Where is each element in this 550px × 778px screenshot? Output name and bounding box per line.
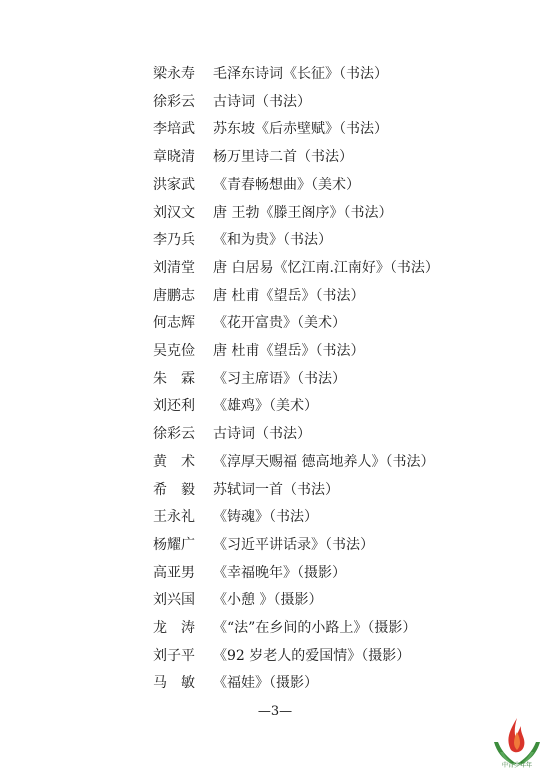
- entry-work: 杨万里诗二首（书法）: [213, 149, 353, 166]
- entry-work: 唐 杜甫《望岳》（书法）: [213, 343, 365, 359]
- entry-work: 《雄鸡》（美术）: [213, 398, 318, 415]
- entry-work: 《淳厚天赐福 德高地养人》（书法）: [213, 453, 435, 470]
- entry-work: 唐 白居易《忆江南.江南好》（书法）: [213, 259, 439, 276]
- entry-name: 梁永寿: [153, 66, 195, 82]
- entry-work: 唐 王勃《滕王阁序》（书法）: [213, 204, 393, 221]
- entry-work: 唐 杜甫《望岳》（书法）: [213, 287, 365, 304]
- entry-work: 《青春畅想曲》（美术）: [213, 176, 360, 193]
- entry-name: 马 敏: [153, 675, 195, 692]
- entry-work: 《幸福晚年》（摄影）: [213, 564, 346, 581]
- entry-work: 《花开富贵》（美术）: [213, 315, 346, 332]
- entry-name: 杨耀广: [153, 536, 195, 553]
- entry-name: 洪家武: [153, 176, 195, 193]
- entry-name: 何志辉: [153, 315, 195, 332]
- entry-work: 《和为贵》（书法）: [213, 232, 332, 249]
- logo-caption: 中青少年年: [501, 762, 532, 769]
- entry-work: 《习主席语》（书法）: [213, 370, 346, 387]
- entry-name: 刘还利: [153, 398, 195, 415]
- entry-name: 唐鹏志: [153, 287, 195, 304]
- entry-work: 古诗词（书法）: [213, 93, 311, 110]
- entry-work: 苏东坡《后赤壁赋》（书法）: [213, 121, 388, 138]
- entry-name: 李培武: [153, 121, 195, 138]
- entry-name: 刘兴国: [153, 592, 195, 609]
- entry-work: 《福娃》（摄影）: [213, 675, 318, 692]
- entry-name: 徐彩云: [153, 426, 195, 443]
- entry-work: 《习近平讲话录》（书法）: [213, 536, 374, 553]
- entry-work: 毛泽东诗词《长征》（书法）: [213, 66, 388, 82]
- entry-name: 高亚男: [153, 564, 195, 581]
- entry-work: 《小憩 》（摄影）: [213, 592, 323, 609]
- entry-name: 章晓清: [153, 149, 195, 166]
- entry-work: 《92 岁老人的爱国情》（摄影）: [213, 647, 411, 664]
- entry-name: 黄 术: [153, 453, 195, 470]
- entry-name: 刘清堂: [153, 259, 195, 276]
- entry-name: 朱 霖: [153, 370, 195, 387]
- entry-name: 王永礼: [153, 509, 195, 526]
- entry-name: 刘子平: [153, 647, 195, 664]
- entry-work: 苏轼词一首（书法）: [213, 481, 339, 498]
- entry-name: 龙 涛: [153, 620, 195, 636]
- entry-name: 吴克俭: [153, 343, 195, 359]
- entry-work: 古诗词（书法）: [213, 426, 311, 443]
- entry-name: 刘汉文: [153, 204, 195, 221]
- page-number: —3—: [257, 704, 293, 719]
- entry-name: 李乃兵: [153, 232, 195, 249]
- entry-work: 《“法”在乡间的小路上》（摄影）: [213, 620, 417, 636]
- entry-work: 《铸魂》（书法）: [213, 509, 318, 526]
- entry-name: 徐彩云: [153, 93, 195, 110]
- entry-name: 希 毅: [153, 481, 195, 498]
